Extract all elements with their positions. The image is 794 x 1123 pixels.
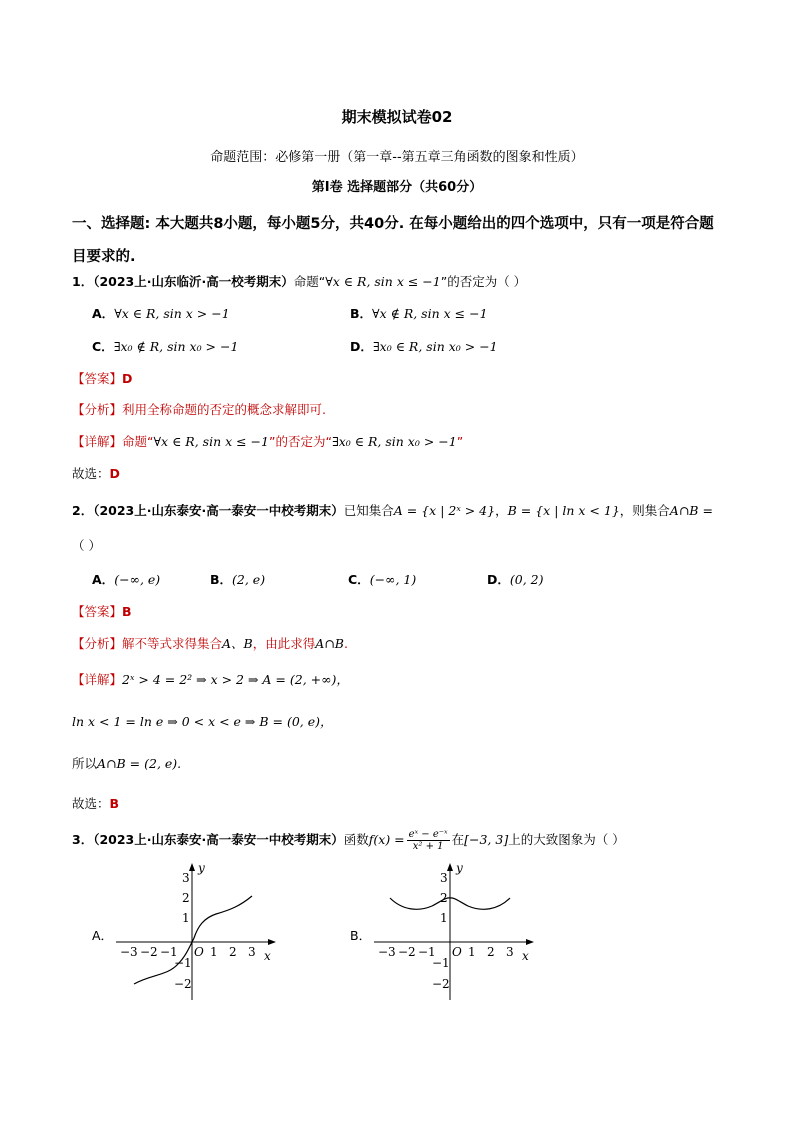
option-text: ∃x₀ ∈ R, sin x₀ > −1 xyxy=(372,339,498,354)
option-label: D． xyxy=(350,339,373,354)
q2-option-a[interactable] xyxy=(92,570,160,588)
q1-option-a[interactable] xyxy=(92,304,230,322)
analysis-text: ，由此求得 xyxy=(252,636,316,651)
x-axis-arrow xyxy=(526,939,534,945)
fraction xyxy=(407,829,450,852)
x-axis-label: x xyxy=(264,949,271,963)
y-tick-label: 3 xyxy=(182,871,190,885)
stem-text: 函数 xyxy=(343,832,369,847)
q2-choose xyxy=(72,794,119,812)
x-tick-label: −2 xyxy=(140,945,158,959)
option-label: A． xyxy=(92,306,115,321)
y-tick-label: −1 xyxy=(432,956,450,970)
q1-analysis xyxy=(72,400,326,418)
q2-analysis xyxy=(72,634,348,652)
exam-range: 命题范围：必修第一册（第一章--第五章三角函数的图象和性质） xyxy=(210,150,584,165)
detail-math: ∃x₀ ∈ R, sin x₀ > −1 xyxy=(331,434,457,449)
stem-math: [−3, 3] xyxy=(464,832,509,847)
fraction-numerator: eˣ − e⁻ˣ xyxy=(408,829,448,840)
question-3-stem xyxy=(72,829,625,852)
question-1-stem xyxy=(72,272,526,290)
stem-math: f(x) = xyxy=(368,832,405,847)
question-source: （2023上·山东临沂·高一校考期末） xyxy=(93,274,294,289)
analysis-math: A、B xyxy=(222,636,253,651)
q2-detail xyxy=(72,670,349,688)
q1-detail xyxy=(72,432,463,450)
y-tick-label: −2 xyxy=(174,977,192,991)
answer-value: D xyxy=(122,371,133,386)
y-axis-label: y xyxy=(456,861,463,875)
y-axis-arrow xyxy=(189,863,195,871)
graph-a[interactable] xyxy=(112,860,282,1006)
graph-b[interactable] xyxy=(370,860,540,1006)
q1-choose xyxy=(72,464,120,482)
detail-text: ”的否定为“ xyxy=(269,434,332,449)
y-tick-label: −1 xyxy=(174,956,192,970)
stem-text: 上的大致图象为（ ） xyxy=(508,832,625,847)
q2-answer xyxy=(72,602,132,620)
detail-math: 2ˣ > 4 = 2² ⇒ x > 2 ⇒ A = (2, +∞)， xyxy=(122,672,349,687)
section-heading: 一、选择题: 本大题共8小题，每小题5分，共40分. 在每小题给出的四个选项中，只有一项是符合题目要求的. xyxy=(72,216,714,265)
volume-heading: 第Ⅰ卷 选择题部分（共60分） xyxy=(311,180,483,195)
option-label: A． xyxy=(92,572,115,587)
x-tick-label: −1 xyxy=(160,945,178,959)
q3-option-a-label[interactable]: A． xyxy=(92,928,114,943)
stem-text: 命题“ xyxy=(293,274,326,289)
detail-tag: 【详解】 xyxy=(72,434,123,449)
q1-option-c[interactable] xyxy=(92,337,238,355)
question-number: 2． xyxy=(72,503,94,518)
analysis-text: 解不等式求得集合 xyxy=(122,636,223,651)
option-label: D． xyxy=(487,572,510,587)
origin-label: O xyxy=(194,945,204,959)
x-axis-arrow xyxy=(268,939,276,945)
y-tick-label: 2 xyxy=(440,891,448,905)
detail-math: ln x < 1 = ln e ⇒ 0 < x < e ⇒ B = (0, e)， xyxy=(72,714,333,729)
answer-value: B xyxy=(122,604,132,619)
choose-value: D xyxy=(109,466,120,481)
x-tick-label: 1 xyxy=(468,945,476,959)
analysis-math: A∩B xyxy=(315,636,344,651)
choose-label: 故选： xyxy=(72,466,110,481)
option-label: C． xyxy=(348,572,370,587)
option-label: B． xyxy=(350,306,373,321)
fraction-denominator: x² + 1 xyxy=(412,841,444,852)
x-tick-label: −1 xyxy=(418,945,436,959)
stem-math: A = {x | 2ˣ > 4} xyxy=(393,503,496,518)
question-number: 3． xyxy=(72,832,94,847)
y-tick-label: 1 xyxy=(182,911,190,925)
y-tick-label: 1 xyxy=(440,911,448,925)
stem-text: ，则集合 xyxy=(619,503,670,518)
analysis-tag: 【分析】 xyxy=(72,402,123,417)
answer-tag: 【答案】 xyxy=(72,604,123,619)
option-label: B． xyxy=(210,572,233,587)
option-label: C． xyxy=(92,339,114,354)
answer-tag: 【答案】 xyxy=(72,371,123,386)
x-tick-label: 2 xyxy=(229,945,237,959)
q1-option-b[interactable] xyxy=(350,304,488,322)
stem-text: 已知集合 xyxy=(343,503,394,518)
stem-text: 在 xyxy=(451,832,465,847)
x-tick-label: −3 xyxy=(120,945,138,959)
stem-text: ， xyxy=(495,503,508,518)
y-tick-label: −2 xyxy=(432,977,450,991)
option-text: ∀x ∉ R, sin x ≤ −1 xyxy=(372,306,488,321)
q1-answer xyxy=(72,369,132,387)
stem-math: B = {x | ln x < 1} xyxy=(507,503,620,518)
x-tick-label: −3 xyxy=(378,945,396,959)
question-source: （2023上·山东泰安·高一泰安一中校考期末） xyxy=(93,503,344,518)
x-tick-label: 2 xyxy=(487,945,495,959)
x-axis-label: x xyxy=(522,949,529,963)
q2-option-d[interactable] xyxy=(487,570,544,588)
question-source: （2023上·山东泰安·高一泰安一中校考期末） xyxy=(93,832,344,847)
detail-math: ∀x ∈ R, sin x ≤ −1 xyxy=(153,434,269,449)
option-text: (0, 2) xyxy=(509,572,544,587)
option-text: (−∞, 1) xyxy=(369,572,417,587)
y-axis-label: y xyxy=(198,861,205,875)
option-text: ∃x₀ ∉ R, sin x₀ > −1 xyxy=(113,339,239,354)
question-2-paren: （ ） xyxy=(72,538,101,553)
detail-math: A∩B = (2, e). xyxy=(97,756,182,771)
question-number: 1． xyxy=(72,274,94,289)
question-2-stem xyxy=(72,501,713,519)
q2-detail-line3 xyxy=(72,754,181,772)
analysis-tag: 【分析】 xyxy=(72,636,123,651)
q2-detail-line2 xyxy=(72,712,333,730)
choose-value: B xyxy=(109,796,120,811)
q3-option-b-label[interactable]: B． xyxy=(350,928,372,943)
option-text: (−∞, e) xyxy=(114,572,161,587)
stem-text: ”的否定为（ ） xyxy=(440,274,527,289)
x-tick-label: 3 xyxy=(248,945,256,959)
analysis-text: 利用全称命题的否定的概念求解即可. xyxy=(122,402,326,417)
stem-math: A∩B = xyxy=(669,503,713,518)
stem-math: ∀x ∈ R, sin x ≤ −1 xyxy=(325,274,441,289)
q1-option-d[interactable] xyxy=(350,337,498,355)
page-title: 期末模拟试卷02 xyxy=(341,108,453,126)
detail-text: 命题“ xyxy=(122,434,154,449)
analysis-text: . xyxy=(343,636,348,651)
q2-option-b[interactable] xyxy=(210,570,265,588)
origin-label: O xyxy=(452,945,462,959)
x-tick-label: 3 xyxy=(506,945,514,959)
y-axis-arrow xyxy=(447,863,453,871)
option-text: (2, e) xyxy=(232,572,266,587)
detail-tag: 【详解】 xyxy=(72,672,123,687)
detail-text: ” xyxy=(456,434,464,449)
detail-text: 所以 xyxy=(72,756,98,771)
x-tick-label: 1 xyxy=(210,945,218,959)
x-tick-label: −2 xyxy=(398,945,416,959)
q2-option-c[interactable] xyxy=(348,570,416,588)
curve-a xyxy=(134,896,252,984)
y-tick-label: 3 xyxy=(440,871,448,885)
y-tick-label: 2 xyxy=(182,891,190,905)
choose-label: 故选： xyxy=(72,796,110,811)
option-text: ∀x ∈ R, sin x > −1 xyxy=(114,306,230,321)
